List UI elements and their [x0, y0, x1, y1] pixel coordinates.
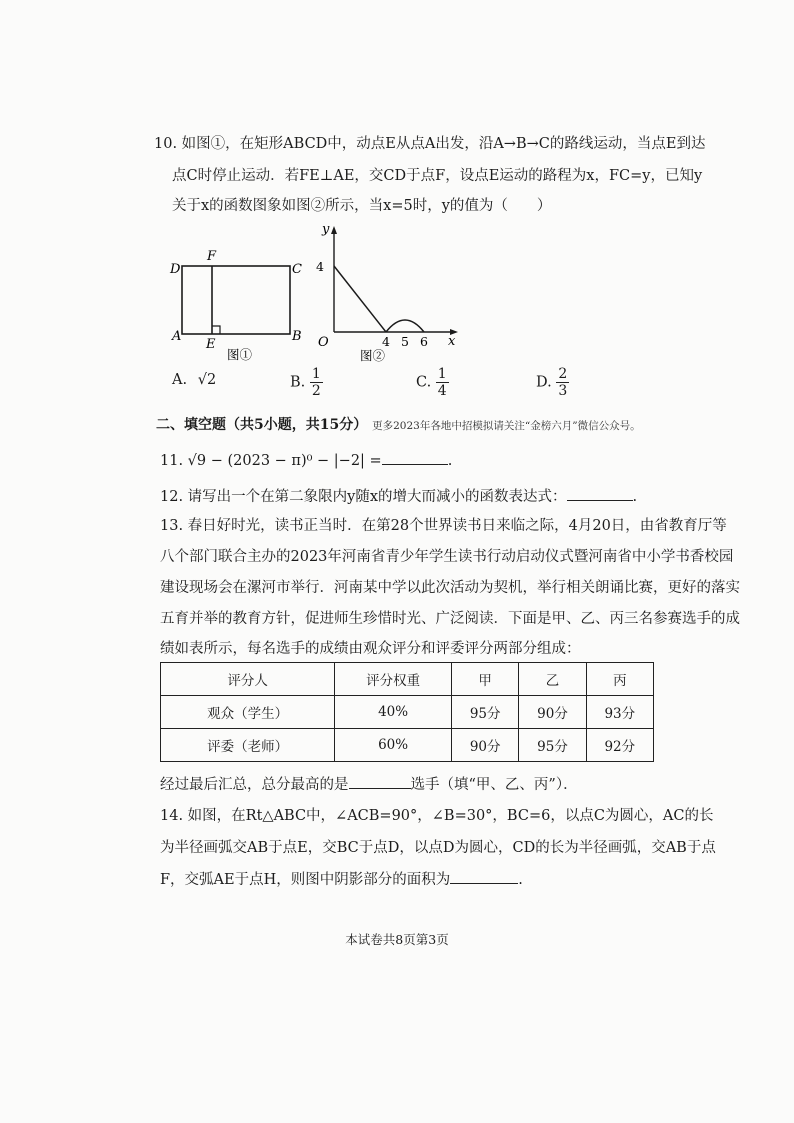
table-cell: 90分 — [519, 696, 586, 729]
score-table — [160, 662, 654, 762]
option-a: A. √2 — [172, 372, 217, 388]
table-header-cell: 丙 — [586, 663, 653, 696]
fig1-caption: 图① — [227, 347, 253, 362]
table-cell: 观众（学生） — [161, 696, 335, 729]
figure-1-rectangle — [160, 244, 310, 364]
q13-line2: 八个部门联合主办的2023年河南省青少年学生读书行动启动仪式暨河南省中小学书香校园 — [160, 549, 734, 565]
table-cell: 90分 — [452, 729, 519, 762]
q10-line2: 点C时停止运动．若FE⊥AE，交CD于点F，设点E运动的路程为x，FC=y，已知y — [172, 168, 703, 184]
q13-answer-blank[interactable] — [349, 774, 411, 789]
table-cell: 95分 — [452, 696, 519, 729]
axis-x-label: x — [448, 334, 456, 349]
q13-line1: 13. 春日好时光，读书正当时．在第28个世界读书日来临之际，4月20日，由省教育厅等 — [160, 518, 727, 534]
q11-answer-blank[interactable] — [382, 450, 448, 465]
y-tick-4: 4 — [316, 259, 324, 274]
axis-y-label: y — [322, 222, 330, 237]
option-c: C. $\frac{1}{4}$ — [416, 366, 447, 399]
label-D: D — [170, 262, 181, 277]
table-header-cell: 甲 — [452, 663, 519, 696]
x-tick-6: 6 — [420, 334, 428, 349]
table-header-cell: 评分权重 — [335, 663, 452, 696]
q14-line2: 为半径画弧交AB于点E，交BC于点D，以点D为圆心，CD的长为半径画弧，交AB于点 — [160, 840, 716, 856]
table-cell: 评委（老师） — [161, 729, 335, 762]
table-cell: 60% — [335, 729, 452, 762]
option-d: D. $\frac{2}{3}$ — [536, 366, 568, 399]
label-A: A — [172, 329, 182, 344]
fig2-caption: 图② — [360, 348, 386, 363]
q13-answer-line: 经过最后汇总，总分最高的是 选手（填“甲、乙、丙”）． — [160, 774, 578, 795]
table-header-cell: 乙 — [519, 663, 586, 696]
q12-answer-blank[interactable] — [567, 486, 633, 501]
label-E: E — [206, 337, 216, 352]
x-tick-5: 5 — [401, 334, 409, 349]
table-header-row — [161, 663, 654, 696]
page-footer: 本试卷共8页第3页 — [345, 932, 449, 947]
label-C: C — [292, 262, 302, 277]
origin-label: O — [318, 335, 329, 350]
table-header-cell: 评分人 — [161, 663, 335, 696]
x-tick-4: 4 — [382, 334, 390, 349]
section-fill-in-title: 二、填空题（共5小题，共15分） 更多2023年各地中招模拟请关注“金榜六月”微信公众号。 — [156, 417, 641, 433]
q14-line3: F，交弧AE于点H，则图中阴影部分的面积为 . — [160, 869, 523, 890]
q12: 12. 请写出一个在第二象限内y随x的增大而减小的函数表达式： . — [160, 486, 637, 507]
table-row — [161, 729, 654, 762]
label-B: B — [292, 329, 302, 344]
q14-answer-blank[interactable] — [450, 869, 518, 884]
q13-line3: 建设现场会在漯河市举行．河南某中学以此次活动为契机，举行相关朗诵比赛，更好的落实 — [160, 580, 740, 596]
table-cell: 40% — [335, 696, 452, 729]
figure-2-graph — [310, 220, 470, 370]
table-row — [161, 696, 654, 729]
q10-line1: 10. 如图①，在矩形ABCD中，动点E从点A出发，沿A→B→C的路线运动，当点E到达 — [154, 136, 706, 152]
table-cell: 95分 — [519, 729, 586, 762]
q13-line5: 绩如表所示，每名选手的成绩由观众评分和评委评分两部分组成： — [160, 641, 581, 657]
q10-line3: 关于x的函数图象如图②所示，当x=5时，y的值为（ ） — [172, 198, 552, 214]
table-cell: 92分 — [586, 729, 653, 762]
section-note: 更多2023年各地中招模拟请关注“金榜六月”微信公众号。 — [372, 420, 641, 432]
option-b: B. $\frac{1}{2}$ — [290, 366, 321, 399]
label-F: F — [207, 249, 217, 264]
q11: 11. √9 − (2023 − π)⁰ − |−2| = . — [160, 450, 452, 471]
q14-line1: 14. 如图，在Rt△ABC中，∠ACB=90°，∠B=30°，BC=6，以点C为圆心，AC的长 — [160, 808, 714, 824]
table-cell: 93分 — [586, 696, 653, 729]
q13-line4: 五育并举的教育方针，促进师生珍惜时光、广泛阅读．下面是甲、乙、丙三名参赛选手的成 — [160, 611, 740, 627]
